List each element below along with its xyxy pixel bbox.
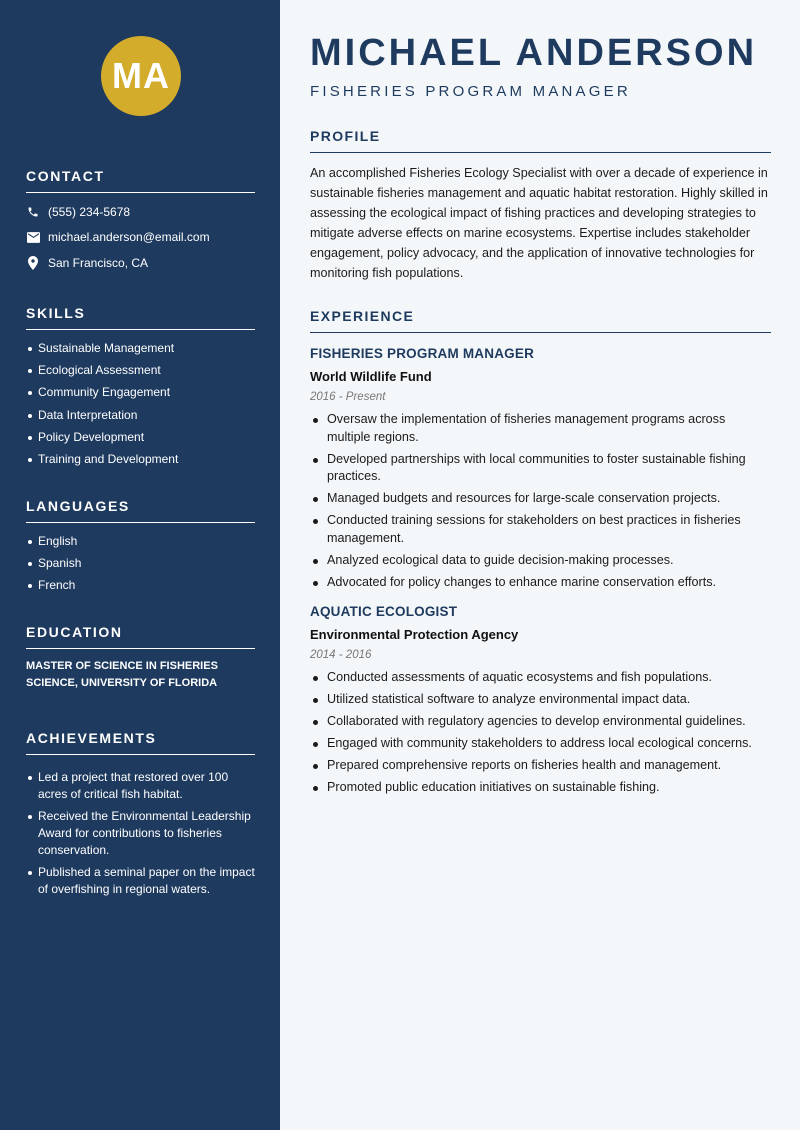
contact-section xyxy=(26,168,255,276)
avatar-initials: MA xyxy=(101,36,181,116)
location-text: San Francisco, CA xyxy=(48,255,149,270)
experience-heading: EXPERIENCE xyxy=(310,308,771,333)
list-item: Community Engagement xyxy=(26,384,255,401)
list-item: French xyxy=(26,577,255,594)
job-organization: Environmental Protection Agency xyxy=(310,626,519,642)
email-text: michael.anderson@email.com xyxy=(48,230,210,245)
languages-heading: LANGUAGES xyxy=(26,498,255,523)
job-dates: 2016 - Present xyxy=(310,391,386,403)
contact-email xyxy=(26,225,255,251)
achievements-heading: ACHIEVEMENTS xyxy=(26,730,255,755)
job-bullets xyxy=(310,669,771,797)
job-entry xyxy=(310,604,771,797)
list-item: Published a seminal paper on the impact of overfishing in regional waters. xyxy=(26,864,255,898)
list-item: Spanish xyxy=(26,555,255,572)
list-item: Managed budgets and resources for large-scale conservation projects. xyxy=(310,490,771,508)
contact-location xyxy=(26,250,255,276)
profile-heading: PROFILE xyxy=(310,128,771,153)
list-item: Oversaw the implementation of fisheries management programs across multiple regions. xyxy=(310,411,771,446)
list-item: English xyxy=(26,533,255,550)
phone-text: (555) 234-5678 xyxy=(48,204,131,219)
languages-section xyxy=(26,498,255,600)
job-title: AQUATIC ECOLOGIST xyxy=(310,603,458,619)
list-item: Collaborated with regulatory agencies to develop environmental guidelines. xyxy=(310,713,771,731)
skills-section xyxy=(26,305,255,473)
candidate-name: MICHAEL ANDERSON xyxy=(310,32,758,74)
education-degree: MASTER OF SCIENCE IN FISHERIES SCIENCE, UNIVERSITY OF FLORIDA xyxy=(26,660,218,689)
experience-section xyxy=(310,308,771,801)
profile-text: An accomplished Fisheries Ecology Specialist with over a decade of experience in sustainable fisheries management and aquatic habitat restoration. Highly skilled in assessing the ecological impact of fishing practices and developing strategies to mitigate adverse effects on marine ecosystems. Expertise includes stakeholder engagement, policy advocacy, and the application of innovative technologies for monitoring fish populations. xyxy=(310,166,768,280)
languages-list xyxy=(26,533,255,594)
list-item: Policy Development xyxy=(26,429,255,446)
job-bullets xyxy=(310,411,771,592)
list-item: Data Interpretation xyxy=(26,407,255,424)
list-item: Promoted public education initiatives on sustainable fishing. xyxy=(310,779,771,797)
sidebar xyxy=(0,0,280,1130)
skills-list xyxy=(26,340,255,468)
achievements-list xyxy=(26,769,255,898)
profile-section xyxy=(310,128,771,283)
list-item: Led a project that restored over 100 acres of critical fish habitat. xyxy=(26,769,255,803)
list-item: Received the Environmental Leadership Award for contributions to fisheries conservation. xyxy=(26,808,255,859)
list-item: Developed partnerships with local communities to foster sustainable fishing practices. xyxy=(310,451,771,486)
list-item: Conducted assessments of aquatic ecosystems and fish populations. xyxy=(310,669,771,687)
job-entry xyxy=(310,346,771,592)
list-item: Utilized statistical software to analyze environmental impact data. xyxy=(310,691,771,709)
location-pin-icon xyxy=(26,256,40,270)
list-item: Prepared comprehensive reports on fisheries health and management. xyxy=(310,757,771,775)
skills-heading: SKILLS xyxy=(26,305,255,330)
job-organization: World Wildlife Fund xyxy=(310,369,432,384)
list-item: Ecological Assessment xyxy=(26,362,255,379)
list-item: Sustainable Management xyxy=(26,340,255,357)
candidate-role: FISHERIES PROGRAM MANAGER xyxy=(310,83,631,100)
education-heading: EDUCATION xyxy=(26,624,255,649)
list-item: Engaged with community stakeholders to address local ecological concerns. xyxy=(310,735,771,753)
list-item: Analyzed ecological data to guide decision-making processes. xyxy=(310,552,771,570)
phone-icon xyxy=(26,205,40,219)
list-item: Advocated for policy changes to enhance marine conservation efforts. xyxy=(310,574,771,592)
achievements-section xyxy=(26,730,255,903)
list-item: Training and Development xyxy=(26,451,255,468)
education-section xyxy=(26,624,255,692)
job-title: FISHERIES PROGRAM MANAGER xyxy=(310,346,535,361)
contact-heading: CONTACT xyxy=(26,168,255,193)
list-item: Conducted training sessions for stakeholders on best practices in fisheries management. xyxy=(310,512,771,547)
contact-phone xyxy=(26,199,255,225)
email-icon xyxy=(26,230,40,244)
job-dates: 2014 - 2016 xyxy=(310,648,372,661)
